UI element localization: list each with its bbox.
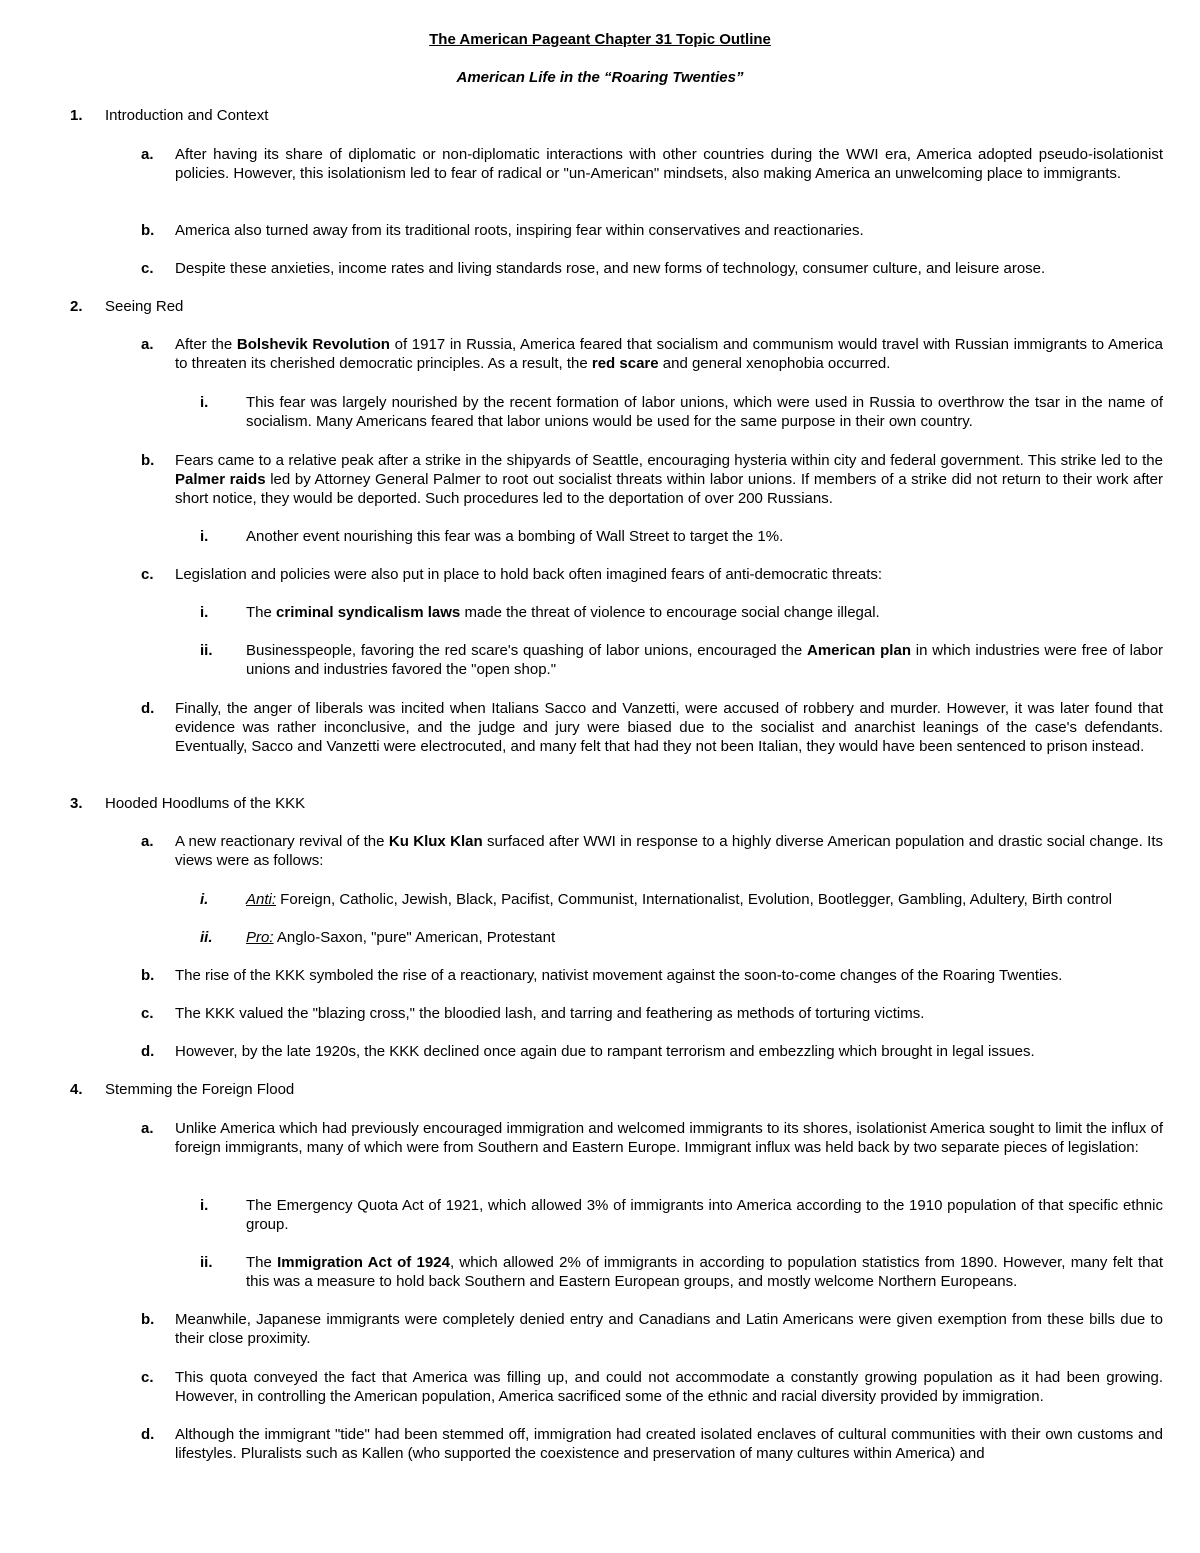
key-term: Bolshevik Revolution xyxy=(236,336,390,353)
item-label: c. xyxy=(141,1369,154,1386)
item-label: a. xyxy=(141,1120,154,1137)
item-text: America also turned away from its traditional roots, inspiring fear within conservatives and reactionaries. xyxy=(175,222,864,239)
item-label: a. xyxy=(141,336,154,353)
key-term: Palmer raids xyxy=(175,471,266,488)
item-text: Despite these anxieties, income rates and living standards rose, and new forms of technology, consumer culture, and leisure arose. xyxy=(175,260,1046,277)
item-label: a. xyxy=(141,833,154,850)
item-label: b. xyxy=(141,452,155,469)
item-label: b. xyxy=(141,1311,155,1328)
sub-item-label: ii. xyxy=(200,642,213,659)
sub-item-text: The Emergency Quota Act of 1921, which allowed 3% of immigrants into America according to the 1910 population of that specific ethnic group. xyxy=(246,1197,1163,1233)
section-title: Hooded Hoodlums of the KKK xyxy=(105,795,306,812)
document-subtitle: American Life in the “Roaring Twenties” xyxy=(456,69,744,86)
key-term: criminal syndicalism laws xyxy=(276,604,461,621)
key-term: American plan xyxy=(806,642,911,659)
item-text: Finally, the anger of liberals was incited when Italians Sacco and Vanzetti, were accused of robbery and murder. However, it was later found that evidence was rather inconclusive, and the judge and jury were biased due to the socialist and anarchist leanings of the case's defendants. Eventually, Sacco and Vanzetti were electrocuted, and many felt that had they not been Italian, they would have been sentenced to prison instead. xyxy=(175,700,1163,755)
sub-item-label: i. xyxy=(200,528,209,545)
section-title: Stemming the Foreign Flood xyxy=(105,1081,295,1098)
item-label: b. xyxy=(141,222,155,239)
sub-item-label: i. xyxy=(200,604,209,621)
section-number: 4. xyxy=(70,1081,83,1098)
section-number: 1. xyxy=(70,107,83,124)
document-title: The American Pageant Chapter 31 Topic Outline xyxy=(429,31,771,48)
key-term: red scare xyxy=(591,355,659,372)
item-text: Although the immigrant "tide" had been stemmed off, immigration had created isolated enclaves of cultural communities with their own customs and lifestyles. Pluralists such as Kallen (who supported the coexistence and preservation of many cultures within America) and xyxy=(175,1426,1163,1462)
item-text: Fears came to a relative peak after a strike in the shipyards of Seattle, encouraging hysteria within city and federal government. This strike led to the Palmer raids led by Attorney General Palmer to root out socialist threats within labor unions. If members of a strike did not return to their work after short notice, they would be deported. Such procedures led to the deportation of over 200 Russians. xyxy=(175,452,1163,507)
item-text: Meanwhile, Japanese immigrants were completely denied entry and Canadians and Latin Americans were given exemption from these bills due to their close proximity. xyxy=(175,1311,1163,1347)
item-text: After having its share of diplomatic or non-diplomatic interactions with other countries during the WWI era, America adopted pseudo-isolationist policies. However, this isolationism led to fear of radical or "un-American" mindsets, also making America an unwelcoming place to immigrants. xyxy=(175,146,1163,182)
section-number: 2. xyxy=(70,298,83,315)
key-term: Immigration Act of 1924 xyxy=(277,1254,450,1271)
sub-item-text: Anti: Foreign, Catholic, Jewish, Black, Pacifist, Communist, Internationalist, Evolution, Bootlegger, Gambling, Adultery, Birth control xyxy=(246,891,1112,908)
sub-item-label: i. xyxy=(200,394,209,411)
sub-item-label: ii. xyxy=(200,1254,213,1271)
section-title: Introduction and Context xyxy=(105,107,269,124)
item-text: The rise of the KKK symboled the rise of a reactionary, nativist movement against the soon-to-come changes of the Roaring Twenties. xyxy=(175,967,1063,984)
section-number: 3. xyxy=(70,795,83,812)
sub-item-label: i. xyxy=(200,1197,209,1214)
sub-item-text: The Immigration Act of 1924, which allowed 2% of immigrants in according to population statistics from 1890. However, many felt that this was a measure to hold back Southern and Eastern European groups, and mostly welcome Northern Europeans. xyxy=(246,1254,1163,1290)
sub-item-text: This fear was largely nourished by the recent formation of labor unions, which were used in Russia to overthrow the tsar in the name of socialism. Many Americans feared that labor unions would be used for the same purpose in their own country. xyxy=(246,394,1163,430)
item-text: After the Bolshevik Revolution of 1917 in Russia, America feared that socialism and communism would travel with Russian immigrants to America to threaten its cherished democratic principles. As a result, the red scare and general xenophobia occurred. xyxy=(175,336,1164,372)
key-term: Ku Klux Klan xyxy=(388,833,483,850)
item-text: The KKK valued the "blazing cross," the bloodied lash, and tarring and feathering as methods of torturing victims. xyxy=(175,1005,925,1022)
sub-item-text: Pro: Anglo-Saxon, "pure" American, Protestant xyxy=(246,929,556,946)
item-text: Legislation and policies were also put in place to hold back often imagined fears of anti-democratic threats: xyxy=(175,566,883,583)
sub-item-label: ii. xyxy=(200,929,213,946)
sub-item-text: The criminal syndicalism laws made the threat of violence to encourage social change illegal. xyxy=(246,604,880,621)
sub-item-text: Businesspeople, favoring the red scare's quashing of labor unions, encouraged the American plan in which industries were free of labor unions and industries favored the "open shop." xyxy=(246,642,1163,678)
sub-item-text: Another event nourishing this fear was a bombing of Wall Street to target the 1%. xyxy=(246,528,784,545)
item-text: This quota conveyed the fact that America was filling up, and could not accommodate a constantly growing population as it had been growing. However, in controlling the American population, America sacrificed some of the ethnic and racial diversity provided by immigration. xyxy=(175,1369,1163,1405)
item-label: c. xyxy=(141,566,154,583)
item-label: d. xyxy=(141,1426,155,1443)
item-label: d. xyxy=(141,700,155,717)
item-label: c. xyxy=(141,1005,154,1022)
item-text: Unlike America which had previously encouraged immigration and welcomed immigrants to its shores, isolationist America sought to limit the influx of foreign immigrants, many of which were from Southern and Eastern Europe. Immigrant influx was held back by two separate pieces of legislation: xyxy=(175,1120,1163,1156)
item-text: A new reactionary revival of the Ku Klux Klan surfaced after WWI in response to a highly diverse American population and drastic social change. Its views were as follows: xyxy=(175,833,1164,869)
section-title: Seeing Red xyxy=(105,298,184,315)
item-label: d. xyxy=(141,1043,155,1060)
item-label: b. xyxy=(141,967,155,984)
item-label: c. xyxy=(141,260,154,277)
item-label: a. xyxy=(141,146,154,163)
item-text: However, by the late 1920s, the KKK declined once again due to rampant terrorism and embezzling which brought in legal issues. xyxy=(175,1043,1035,1060)
sub-item-label: i. xyxy=(200,891,209,908)
